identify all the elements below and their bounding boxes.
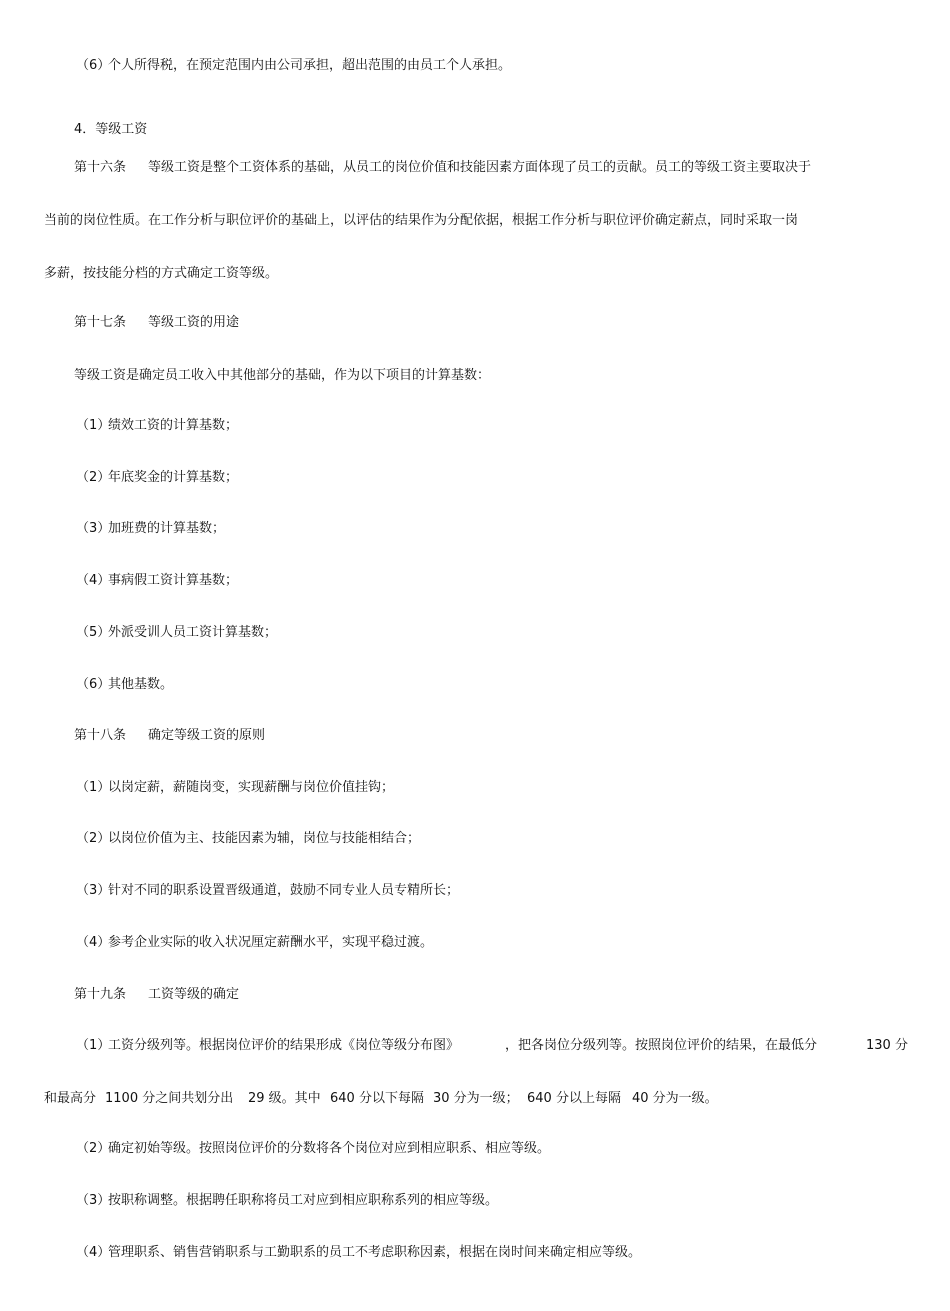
item-number: （3）	[76, 1193, 111, 1208]
item-number: （1）	[76, 418, 111, 433]
item-number: （4）	[76, 935, 111, 950]
article-title: 等级工资的用途	[148, 315, 240, 330]
item-number: （3）	[76, 521, 111, 536]
article-text: 等级工资是整个工资体系的基础，从员工的岗位价值和技能因素方面体现了员工的贡献。员工的等级工资主要取决于	[148, 160, 812, 175]
list-item	[76, 1245, 641, 1261]
item-text: 外派受训人员工资计算基数；	[108, 625, 278, 640]
item-text-continued: ，把各岗位分级列等。按照岗位评价的结果，在最低分	[505, 1038, 818, 1053]
text-fragment: 30 分为一级；	[433, 1091, 519, 1106]
article-label: 第十七条	[74, 315, 127, 330]
item-text: 按职称调整。根据聘任职称将员工对应到相应职称系列的相应等级。	[108, 1193, 499, 1208]
item-text: 工资分级列等。根据岗位评价的结果形成《岗位等级分布图》	[108, 1038, 460, 1053]
article-16-continued: 多薪，按技能分档的方式确定工资等级。	[44, 266, 279, 281]
article-16	[74, 160, 811, 176]
text-fragment: 和最高分	[44, 1091, 97, 1106]
item-text: 针对不同的职系设置晋级通道，鼓励不同专业人员专精所长；	[108, 883, 460, 898]
item-number: （2）	[76, 831, 111, 846]
item-text: 年底奖金的计算基数；	[108, 470, 239, 485]
item-number: （2）	[76, 1141, 111, 1156]
list-item	[76, 780, 394, 796]
item-text: 确定初始等级。按照岗位评价的分数将各个岗位对应到相应职系、相应等级。	[108, 1141, 551, 1156]
paragraph: 等级工资是确定员工收入中其他部分的基础，作为以下项目的计算基数：	[74, 368, 491, 383]
list-item	[76, 470, 238, 486]
list-item	[76, 883, 459, 899]
list-item	[76, 1038, 459, 1054]
article-17	[74, 315, 239, 331]
item-number: （1）	[76, 1038, 111, 1053]
text-fragment: 29 级。其中	[248, 1091, 321, 1106]
paragraph-tax	[76, 58, 511, 74]
item-text: 绩效工资的计算基数；	[108, 418, 239, 433]
item-number: （5）	[76, 625, 111, 640]
article-label: 第十八条	[74, 728, 127, 743]
item-number: （6）	[76, 677, 111, 692]
item-text: 参考企业实际的收入状况厘定薪酬水平，实现平稳过渡。	[108, 935, 434, 950]
list-item	[76, 521, 225, 537]
item-text: 以岗定薪，薪随岗变，实现薪酬与岗位价值挂钩；	[108, 780, 395, 795]
article-title: 确定等级工资的原则	[148, 728, 266, 743]
item-number: （1）	[76, 780, 111, 795]
section-heading: 4．等级工资	[74, 122, 148, 137]
list-item	[76, 935, 433, 951]
text-fragment: 640 分以下每隔	[330, 1091, 424, 1106]
article-label: 第十六条	[74, 160, 127, 175]
item-text: 事病假工资计算基数；	[108, 573, 239, 588]
list-item	[76, 677, 173, 693]
article-label: 第十九条	[74, 987, 127, 1002]
item-number: （2）	[76, 470, 111, 485]
list-item	[76, 573, 238, 589]
list-item	[76, 1141, 550, 1157]
item-number: （4）	[76, 573, 111, 588]
item-text: 个人所得税，在预定范围内由公司承担，超出范围的由员工个人承担。	[108, 58, 512, 73]
item-text: 以岗位价值为主、技能因素为辅，岗位与技能相结合；	[108, 831, 421, 846]
article-19	[74, 987, 239, 1003]
list-item	[76, 1193, 498, 1209]
text-fragment: 1100 分之间共划分出	[105, 1091, 234, 1106]
list-item	[76, 831, 420, 847]
text-fragment: 40 分为一级。	[632, 1091, 718, 1106]
item-text: 加班费的计算基数；	[108, 521, 226, 536]
list-item	[76, 418, 238, 434]
item-number: （3）	[76, 883, 111, 898]
item-text: 管理职系、销售营销职系与工勤职系的员工不考虑职称因素，根据在岗时间来确定相应等级。	[108, 1245, 642, 1260]
item-text: 其他基数。	[108, 677, 174, 692]
article-18	[74, 728, 265, 744]
list-item	[76, 625, 277, 641]
item-number: （4）	[76, 1245, 111, 1260]
score-value: 130 分	[866, 1038, 908, 1053]
text-fragment: 640 分以上每隔	[527, 1091, 621, 1106]
article-16-continued: 当前的岗位性质。在工作分析与职位评价的基础上，以评估的结果作为分配依据，根据工作分析与职位评价确定薪点，同时采取一岗	[44, 213, 799, 228]
article-title: 工资等级的确定	[148, 987, 240, 1002]
item-number: （6）	[76, 58, 111, 73]
